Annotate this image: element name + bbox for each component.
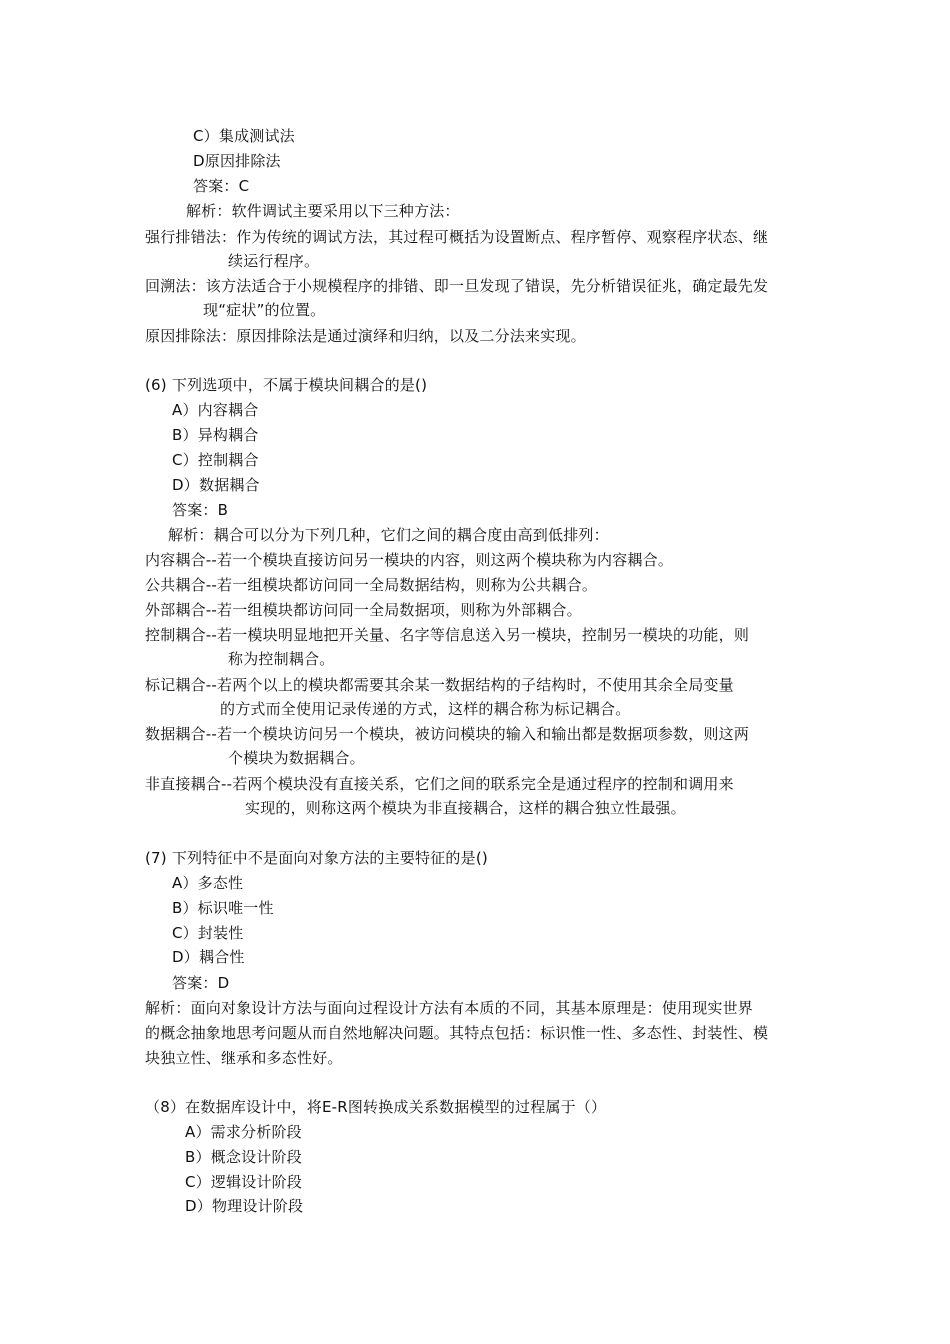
option-d: D原因排除法	[193, 152, 281, 170]
option-c: C）逻辑设计阶段	[185, 1173, 303, 1191]
answer: 答案：D	[172, 974, 230, 992]
question-8: （8）在数据库设计中，将E-R图转换成关系数据模型的过程属于（）	[145, 1098, 607, 1116]
analysis-line: 解析：面向对象设计方法与面向过程设计方法有本质的不同，其基本原理是：使用现实世界	[145, 999, 754, 1017]
answer: 答案：C	[193, 177, 250, 195]
option-c: C）控制耦合	[172, 451, 259, 469]
analysis-line: 标记耦合--若两个以上的模块都需要其余某一数据结构的子结构时，不使用其余全局变量	[145, 676, 734, 694]
question-7: (7) 下列特征中不是面向对象方法的主要特征的是()	[145, 849, 488, 867]
analysis-line: 非直接耦合--若两个模块没有直接关系，它们之间的联系完全是通过程序的控制和调用来	[145, 775, 734, 793]
analysis-line: 公共耦合--若一组模块都访问同一全局数据结构，则称为公共耦合。	[145, 576, 598, 594]
analysis-line: 现“症状”的位置。	[203, 301, 326, 319]
analysis-line: 回溯法：该方法适合于小规模程序的排错、即一旦发现了错误，先分析错误征兆，确定最先发	[145, 277, 769, 295]
analysis-line: 个模块为数据耦合。	[228, 749, 365, 767]
option-c: C）封装性	[172, 924, 244, 942]
option-b: B）概念设计阶段	[185, 1148, 302, 1166]
question-6: (6) 下列选项中，不属于模块间耦合的是()	[145, 376, 428, 394]
answer: 答案：B	[172, 501, 229, 519]
analysis-line: 内容耦合--若一个模块直接访问另一模块的内容，则这两个模块称为内容耦合。	[145, 551, 674, 569]
analysis-line: 称为控制耦合。	[228, 650, 335, 668]
option-d: D）耦合性	[172, 948, 245, 966]
option-b: B）异构耦合	[172, 426, 259, 444]
analysis-line: 的方式而全使用记录传递的方式，这样的耦合称为标记耦合。	[220, 700, 631, 718]
analysis-line: 续运行程序。	[228, 252, 320, 270]
option-d: D）数据耦合	[172, 476, 260, 494]
analysis-line: 外部耦合--若一组模块都访问同一全局数据项，则称为外部耦合。	[145, 601, 582, 619]
option-a: A）需求分析阶段	[185, 1123, 302, 1141]
analysis-line: 控制耦合--若一模块明显地把开关量、名字等信息送入另一模块，控制另一模块的功能，则	[145, 626, 750, 644]
option-a: A）内容耦合	[172, 401, 259, 419]
analysis-heading: 解析：软件调试主要采用以下三种方法：	[186, 202, 460, 220]
analysis-line: 实现的，则称这两个模块为非直接耦合，这样的耦合独立性最强。	[245, 799, 686, 817]
analysis-line: 块独立性、继承和多态性好。	[145, 1049, 343, 1067]
analysis-line: 的概念抽象地思考问题从而自然地解决问题。其特点包括：标识惟一性、多态性、封装性、模	[145, 1024, 769, 1042]
analysis-line: 强行排错法：作为传统的调试方法，其过程可概括为设置断点、程序暂停、观察程序状态、继	[145, 228, 769, 246]
option-a: A）多态性	[172, 874, 244, 892]
option-c: C）集成测试法	[193, 127, 295, 145]
analysis-heading: 解析：耦合可以分为下列几种，它们之间的耦合度由高到低排列：	[168, 526, 609, 544]
analysis-line: 原因排除法：原因排除法是通过演绎和归纳，以及二分法来实现。	[145, 327, 586, 345]
analysis-line: 数据耦合--若一个模块访问另一个模块，被访问模块的输入和输出都是数据项参数，则这两	[145, 725, 750, 743]
option-b: B）标识唯一性	[172, 899, 274, 917]
option-d: D）物理设计阶段	[185, 1197, 304, 1215]
